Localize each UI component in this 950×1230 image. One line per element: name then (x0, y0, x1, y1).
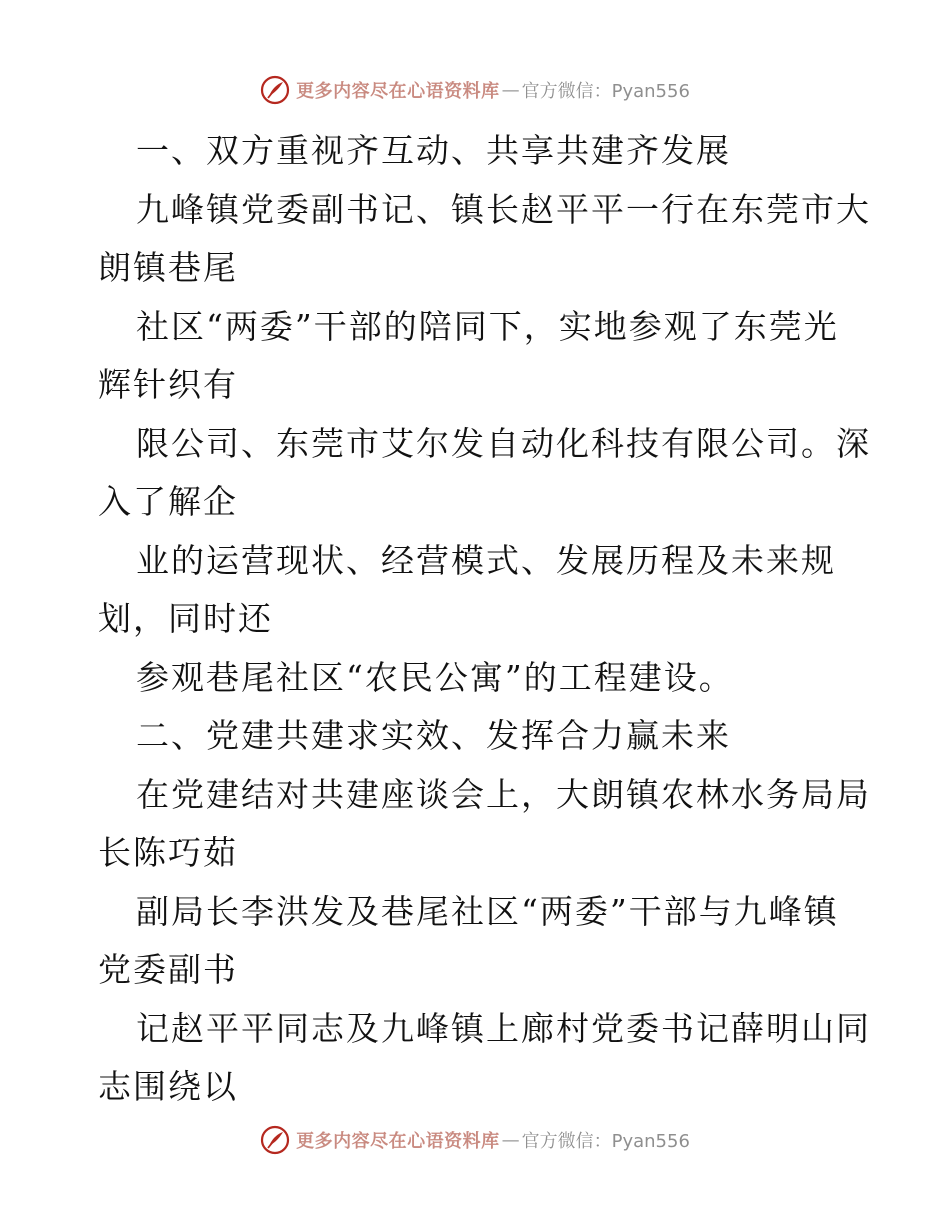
footer-watermark (0, 1122, 950, 1158)
text-line: 朗镇巷尾 (98, 248, 238, 287)
text-line: 参观巷尾社区“农民公寓”的工程建设。 (136, 657, 734, 697)
text-line: 划，同时还 (98, 599, 273, 638)
text-line: 限公司、东莞市艾尔发自动化科技有限公司。深 (136, 423, 871, 463)
text-line: 社区“两委”干部的陪同下，实地参观了东莞光 (136, 306, 839, 346)
text-line: 党委副书 (98, 950, 238, 989)
text-line: 记赵平平同志及九峰镇上廊村党委书记薛明山同 (136, 1008, 871, 1048)
quill-logo-icon (260, 75, 290, 105)
watermark-dash: — (501, 1129, 520, 1151)
text-line: 辉针织有 (98, 365, 238, 404)
text-line: 业的运营现状、经营模式、发展历程及未来规 (136, 540, 836, 580)
text-line: 副局长李洪发及巷尾社区“两委”干部与九峰镇 (136, 891, 839, 931)
text-line: 入了解企 (98, 482, 238, 521)
text-line: 志围绕以 (98, 1067, 238, 1106)
watermark-contact: 官方微信：Pyan556 (521, 1131, 690, 1152)
quill-logo-icon (260, 1125, 290, 1155)
header-watermark (0, 72, 950, 108)
document-body (98, 122, 871, 1117)
text-line: 在党建结对共建座谈会上，大朗镇农林水务局局 (136, 774, 871, 814)
text-line: 一、双方重视齐互动、共享共建齐发展 (136, 131, 731, 170)
watermark-contact: 官方微信：Pyan556 (521, 81, 690, 102)
watermark-brand: 更多内容尽在心语资料库 (296, 1131, 500, 1152)
text-line: 二、党建共建求实效、发挥合力赢未来 (136, 716, 731, 755)
watermark-dash: — (501, 79, 520, 101)
watermark-brand: 更多内容尽在心语资料库 (296, 81, 500, 102)
text-line: 长陈巧茹 (98, 833, 238, 872)
text-line: 九峰镇党委副书记、镇长赵平平一行在东莞市大 (136, 189, 871, 229)
